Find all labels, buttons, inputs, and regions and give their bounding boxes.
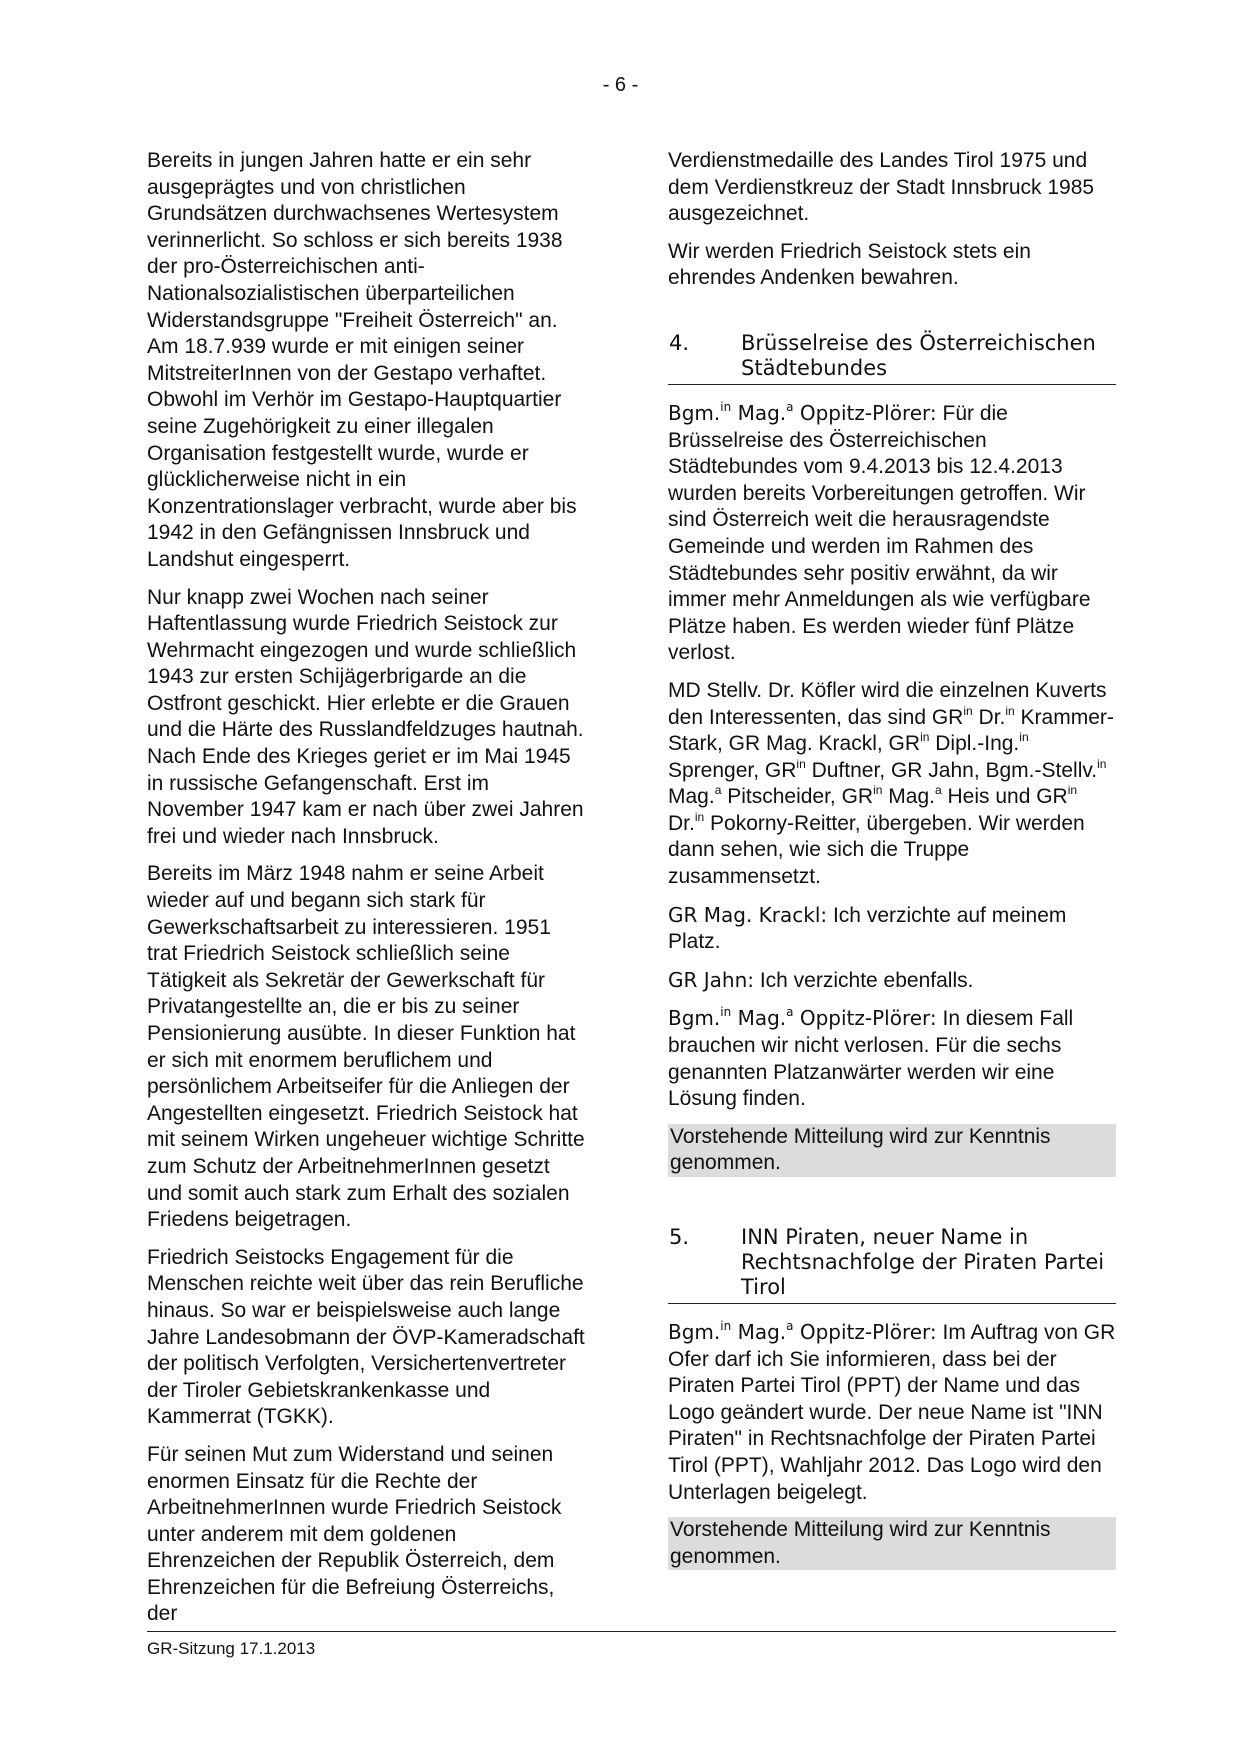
paragraph: Bereits im März 1948 nahm er seine Arbeit wieder auf und begann sich stark für Gewerkschaftsarbeit zu interessieren. 1951 trat Friedrich Seistock schließlich seine Tätigkeit als Sekretär der Gewerkschaft für Privatangestellte an, die er bis zu seiner Pensionierung ausübte. In dieser Funktion hat er sich mit enormem beruflichem und persönlichem Arbeitseifer für die Anliegen der Angestellten eingesetzt. Friedrich Seistock hat mit seinem Wirken ungeheuer wichtige Schritte zum Schutz der ArbeitnehmerInnen gesetzt und somit auch stark zum Erhalt des sozialen Friedens beigetragen. [147,862,585,1232]
speaker-label: Bgm.$^{in}$ Mag.$^a$ Oppitz-Plörer: [668,399,937,425]
right-column [668,148,1116,1581]
section-5-heading [668,1225,1116,1304]
section-title: INN Piraten, neuer Name in Rechtsnachfolge der Piraten Partei Tirol [741,1225,1105,1299]
footer-divider [147,1631,1116,1632]
page-number: - 6 - [602,74,639,96]
resolution-notice: Vorstehende Mitteilung wird zur Kenntnis genommen. [668,1517,1116,1570]
left-column [147,148,587,1639]
paragraph: Wir werden Friedrich Seistock stets ein ehrendes Andenken bewahren. [668,239,1031,290]
paragraph: Für seinen Mut zum Widerstand und seinen enormen Einsatz für die Rechte der ArbeitnehmerInnen wurde Friedrich Seistock unter anderem mit dem goldenen Ehrenzeichen der Republik Österreich, dem Ehrenzeichen für die Befreiung Österreichs, der [147,1442,562,1626]
speech-oppitz-ploerer: Bgm.$^{in}$ Mag.$^a$ Oppitz-Plörer: Im Auftrag von GR Ofer darf ich Sie informieren, dass bei der Piraten Partei Tirol (PPT) der Name und das Logo geändert wurde. Der neue Name ist "INN Piraten" in Rechtsnachfolge der Piraten Partei Tirol (PPT), Wahljahr 2012. Das Logo wird den Unterlagen beigelegt. [668,1319,1116,1504]
resolution-notice: Vorstehende Mitteilung wird zur Kenntnis genommen. [668,1124,1116,1177]
speaker-label: Bgm.$^{in}$ Mag.$^a$ Oppitz-Plörer: [668,1005,937,1031]
speech-krackl: GR Mag. Krackl: Ich verzichte auf meinem Platz. [668,902,1067,954]
footer-text: GR-Sitzung 17.1.2013 [147,1639,316,1658]
section-number: 5. [669,1225,690,1249]
paragraph: Bereits in jungen Jahren hatte er ein sehr ausgeprägtes und von christlichen Grundsätzen durchwachsenes Wertesystem verinnerlicht. So schloss er sich bereits 1938 der pro-Österreichischen anti-Nationalsozialistischen überparteilichen Widerstandsgruppe "Freiheit Österreich" an. Am 18.7.939 wurde er mit einigen seiner MitstreiterInnen von der Gestapo verhaftet. Obwohl im Verhör im Gestapo-Hauptquartier seine Zugehörigkeit zu einer illegalen Organisation festgestellt wurde, wurde er glücklicherweise nicht in ein Konzentrationslager verbracht, wurde aber bis 1942 in den Gefängnissen Innsbruck und Landshut eingesperrt. [147,149,577,571]
statement-md-koefler: MD Stellv. Dr. Köfler wird die einzelnen Kuverts den Interessenten, das sind $GR^{in}$ Dr.$^{in}$ Krammer-Stark, GR Mag. Krackl, $GR^{in}$ Dipl.-Ing.$^{in}$ Sprenger, $GR^{in}$ Duftner, GR Jahn, Bgm.-Stellv.$^{in}$ Mag.$^a$ Pitscheider, $GR^{in}$ Mag.$^a$ Heis und $GR^{in}$ Dr.$^{in}$ Pokorny-Reitter, übergeben. Wir werden dann sehen, wie sich die Truppe zusammensetzt. [668,678,1114,889]
section-4-heading [668,331,1116,385]
speech-oppitz-ploerer: Bgm.$^{in}$ Mag.$^a$ Oppitz-Plörer: In diesem Fall brauchen wir nicht verlosen. Für die sechs genannten Platzanwärter werden wir eine Lösung finden. [668,1005,1074,1111]
speech-jahn: GR Jahn: Ich verzichte ebenfalls. [668,967,974,992]
speaker-label: GR Jahn: [668,967,754,992]
paragraph: Nur knapp zwei Wochen nach seiner Haftentlassung wurde Friedrich Seistock zur Wehrmacht eingezogen und wurde schließlich 1943 zur ersten Schijägerbrigarde an die Ostfront geschickt. Hier erlebte er die Grauen und die Härte des Russlandfeldzuges hautnah. Nach Ende des Krieges geriet er im Mai 1945 in russische Gefangenschaft. Erst im November 1947 kam er nach über zwei Jahren frei und wieder nach Innsbruck. [147,585,584,848]
section-number: 4. [669,330,690,355]
speaker-label: Bgm.$^{in}$ Mag.$^a$ Oppitz-Plörer: [668,1319,937,1344]
paragraph: Friedrich Seistocks Engagement für die Menschen reichte weit über das rein Berufliche hinaus. So war er beispielsweise auch lange Jahre Landesobmann der ÖVP-Kameradschaft der politisch Verfolgten, Versichertenvertreter der Tiroler Gebietskrankenkasse und Kammerrat (TGKK). [147,1245,585,1429]
paragraph: Verdienstmedaille des Landes Tirol 1975 und dem Verdienstkreuz der Stadt Innsbruck 1985 ausgezeichnet. [668,149,1095,226]
speaker-label: GR Mag. Krackl: [668,902,828,927]
section-title: Brüsselreise des Österreichischen Städtebundes [741,330,1096,380]
speech-oppitz-ploerer: Bgm.$^{in}$ Mag.$^a$ Oppitz-Plörer: Für die Brüsselreise des Österreichischen Städtebundes vom 9.4.2013 bis 12.4.2013 wurden bereits Vorbereitungen getroffen. Wir sind Österreich weit die herausragendste Gemeinde und werden im Rahmen des Städtebundes sehr positiv erwähnt, da wir immer mehr Anmeldungen als wie verfügbare Plätze haben. Es werden wieder fünf Plätze verlost. [668,399,1091,665]
